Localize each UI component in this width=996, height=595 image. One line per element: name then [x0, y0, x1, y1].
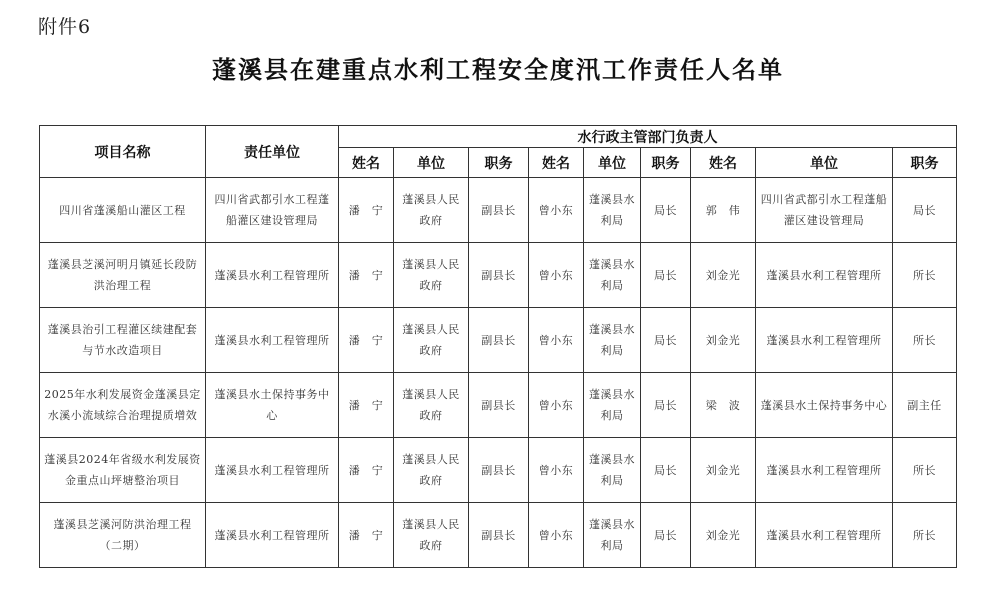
project-cell: 蓬溪县芝溪河明月镇延长段防洪治理工程 [40, 243, 206, 308]
unit-leader-position: 所长 [893, 503, 957, 568]
county-leader-org: 蓬溪县人民政府 [394, 178, 469, 243]
county-leader-org: 蓬溪县人民政府 [394, 503, 469, 568]
bureau-leader-name: 曾小东 [529, 178, 584, 243]
table-row [40, 178, 957, 243]
header-org-2: 单位 [584, 148, 641, 178]
unit-leader-name: 刘金光 [691, 243, 756, 308]
county-leader-org: 蓬溪县人民政府 [394, 243, 469, 308]
unit-cell: 蓬溪县水利工程管理所 [206, 243, 339, 308]
unit-leader-position: 副主任 [893, 373, 957, 438]
county-leader-org: 蓬溪县人民政府 [394, 373, 469, 438]
county-leader-position: 副县长 [469, 373, 529, 438]
unit-leader-name: 梁 波 [691, 373, 756, 438]
county-leader-position: 副县长 [469, 438, 529, 503]
bureau-leader-position: 局长 [641, 308, 691, 373]
unit-leader-org: 蓬溪县水土保持事务中心 [756, 373, 893, 438]
attachment-label: 附件6 [38, 16, 92, 38]
unit-cell: 蓬溪县水利工程管理所 [206, 438, 339, 503]
unit-leader-org: 蓬溪县水利工程管理所 [756, 438, 893, 503]
bureau-leader-org: 蓬溪县水利局 [584, 373, 641, 438]
bureau-leader-org: 蓬溪县水利局 [584, 308, 641, 373]
unit-leader-name: 刘金光 [691, 503, 756, 568]
table-row [40, 243, 957, 308]
document-title: 蓬溪县在建重点水利工程安全度汛工作责任人名单 [212, 55, 784, 84]
header-org-1: 单位 [394, 148, 469, 178]
unit-leader-name: 刘金光 [691, 308, 756, 373]
bureau-leader-position: 局长 [641, 373, 691, 438]
table-row [40, 438, 957, 503]
county-leader-name: 潘 宁 [339, 308, 394, 373]
county-leader-name: 潘 宁 [339, 373, 394, 438]
county-leader-org: 蓬溪县人民政府 [394, 308, 469, 373]
bureau-leader-name: 曾小东 [529, 373, 584, 438]
project-cell: 蓬溪县治引工程灌区续建配套与节水改造项目 [40, 308, 206, 373]
header-unit: 责任单位 [206, 126, 339, 178]
county-leader-name: 潘 宁 [339, 503, 394, 568]
header-project: 项目名称 [40, 126, 206, 178]
unit-leader-org: 蓬溪县水利工程管理所 [756, 503, 893, 568]
responsibility-table [39, 125, 957, 568]
unit-cell: 蓬溪县水土保持事务中心 [206, 373, 339, 438]
unit-leader-position: 局长 [893, 178, 957, 243]
table-row [40, 503, 957, 568]
bureau-leader-position: 局长 [641, 243, 691, 308]
project-cell: 蓬溪县2024年省级水利发展资金重点山坪塘整治项目 [40, 438, 206, 503]
unit-leader-position: 所长 [893, 308, 957, 373]
bureau-leader-name: 曾小东 [529, 308, 584, 373]
unit-cell: 蓬溪县水利工程管理所 [206, 503, 339, 568]
project-cell: 蓬溪县芝溪河防洪治理工程（二期） [40, 503, 206, 568]
project-cell: 2025年水利发展资金蓬溪县定水溪小流域综合治理提质增效 [40, 373, 206, 438]
bureau-leader-org: 蓬溪县水利局 [584, 178, 641, 243]
bureau-leader-position: 局长 [641, 503, 691, 568]
header-name-2: 姓名 [529, 148, 584, 178]
header-name-3: 姓名 [691, 148, 756, 178]
unit-leader-name: 郭 伟 [691, 178, 756, 243]
bureau-leader-position: 局长 [641, 438, 691, 503]
project-cell: 四川省蓬溪船山灌区工程 [40, 178, 206, 243]
bureau-leader-org: 蓬溪县水利局 [584, 438, 641, 503]
unit-leader-org: 四川省武都引水工程蓬船灌区建设管理局 [756, 178, 893, 243]
header-position-3: 职务 [893, 148, 957, 178]
header-position-1: 职务 [469, 148, 529, 178]
county-leader-name: 潘 宁 [339, 178, 394, 243]
bureau-leader-org: 蓬溪县水利局 [584, 503, 641, 568]
unit-leader-position: 所长 [893, 243, 957, 308]
county-leader-position: 副县长 [469, 243, 529, 308]
header-group: 水行政主管部门负责人 [339, 126, 957, 148]
bureau-leader-name: 曾小东 [529, 438, 584, 503]
unit-cell: 蓬溪县水利工程管理所 [206, 308, 339, 373]
unit-cell: 四川省武都引水工程蓬船灌区建设管理局 [206, 178, 339, 243]
county-leader-name: 潘 宁 [339, 438, 394, 503]
unit-leader-org: 蓬溪县水利工程管理所 [756, 308, 893, 373]
county-leader-position: 副县长 [469, 178, 529, 243]
header-position-2: 职务 [641, 148, 691, 178]
county-leader-org: 蓬溪县人民政府 [394, 438, 469, 503]
bureau-leader-org: 蓬溪县水利局 [584, 243, 641, 308]
county-leader-position: 副县长 [469, 503, 529, 568]
county-leader-name: 潘 宁 [339, 243, 394, 308]
unit-leader-position: 所长 [893, 438, 957, 503]
header-name-1: 姓名 [339, 148, 394, 178]
bureau-leader-name: 曾小东 [529, 243, 584, 308]
bureau-leader-position: 局长 [641, 178, 691, 243]
unit-leader-name: 刘金光 [691, 438, 756, 503]
county-leader-position: 副县长 [469, 308, 529, 373]
table-row [40, 373, 957, 438]
header-org-3: 单位 [756, 148, 893, 178]
unit-leader-org: 蓬溪县水利工程管理所 [756, 243, 893, 308]
table-row [40, 308, 957, 373]
bureau-leader-name: 曾小东 [529, 503, 584, 568]
